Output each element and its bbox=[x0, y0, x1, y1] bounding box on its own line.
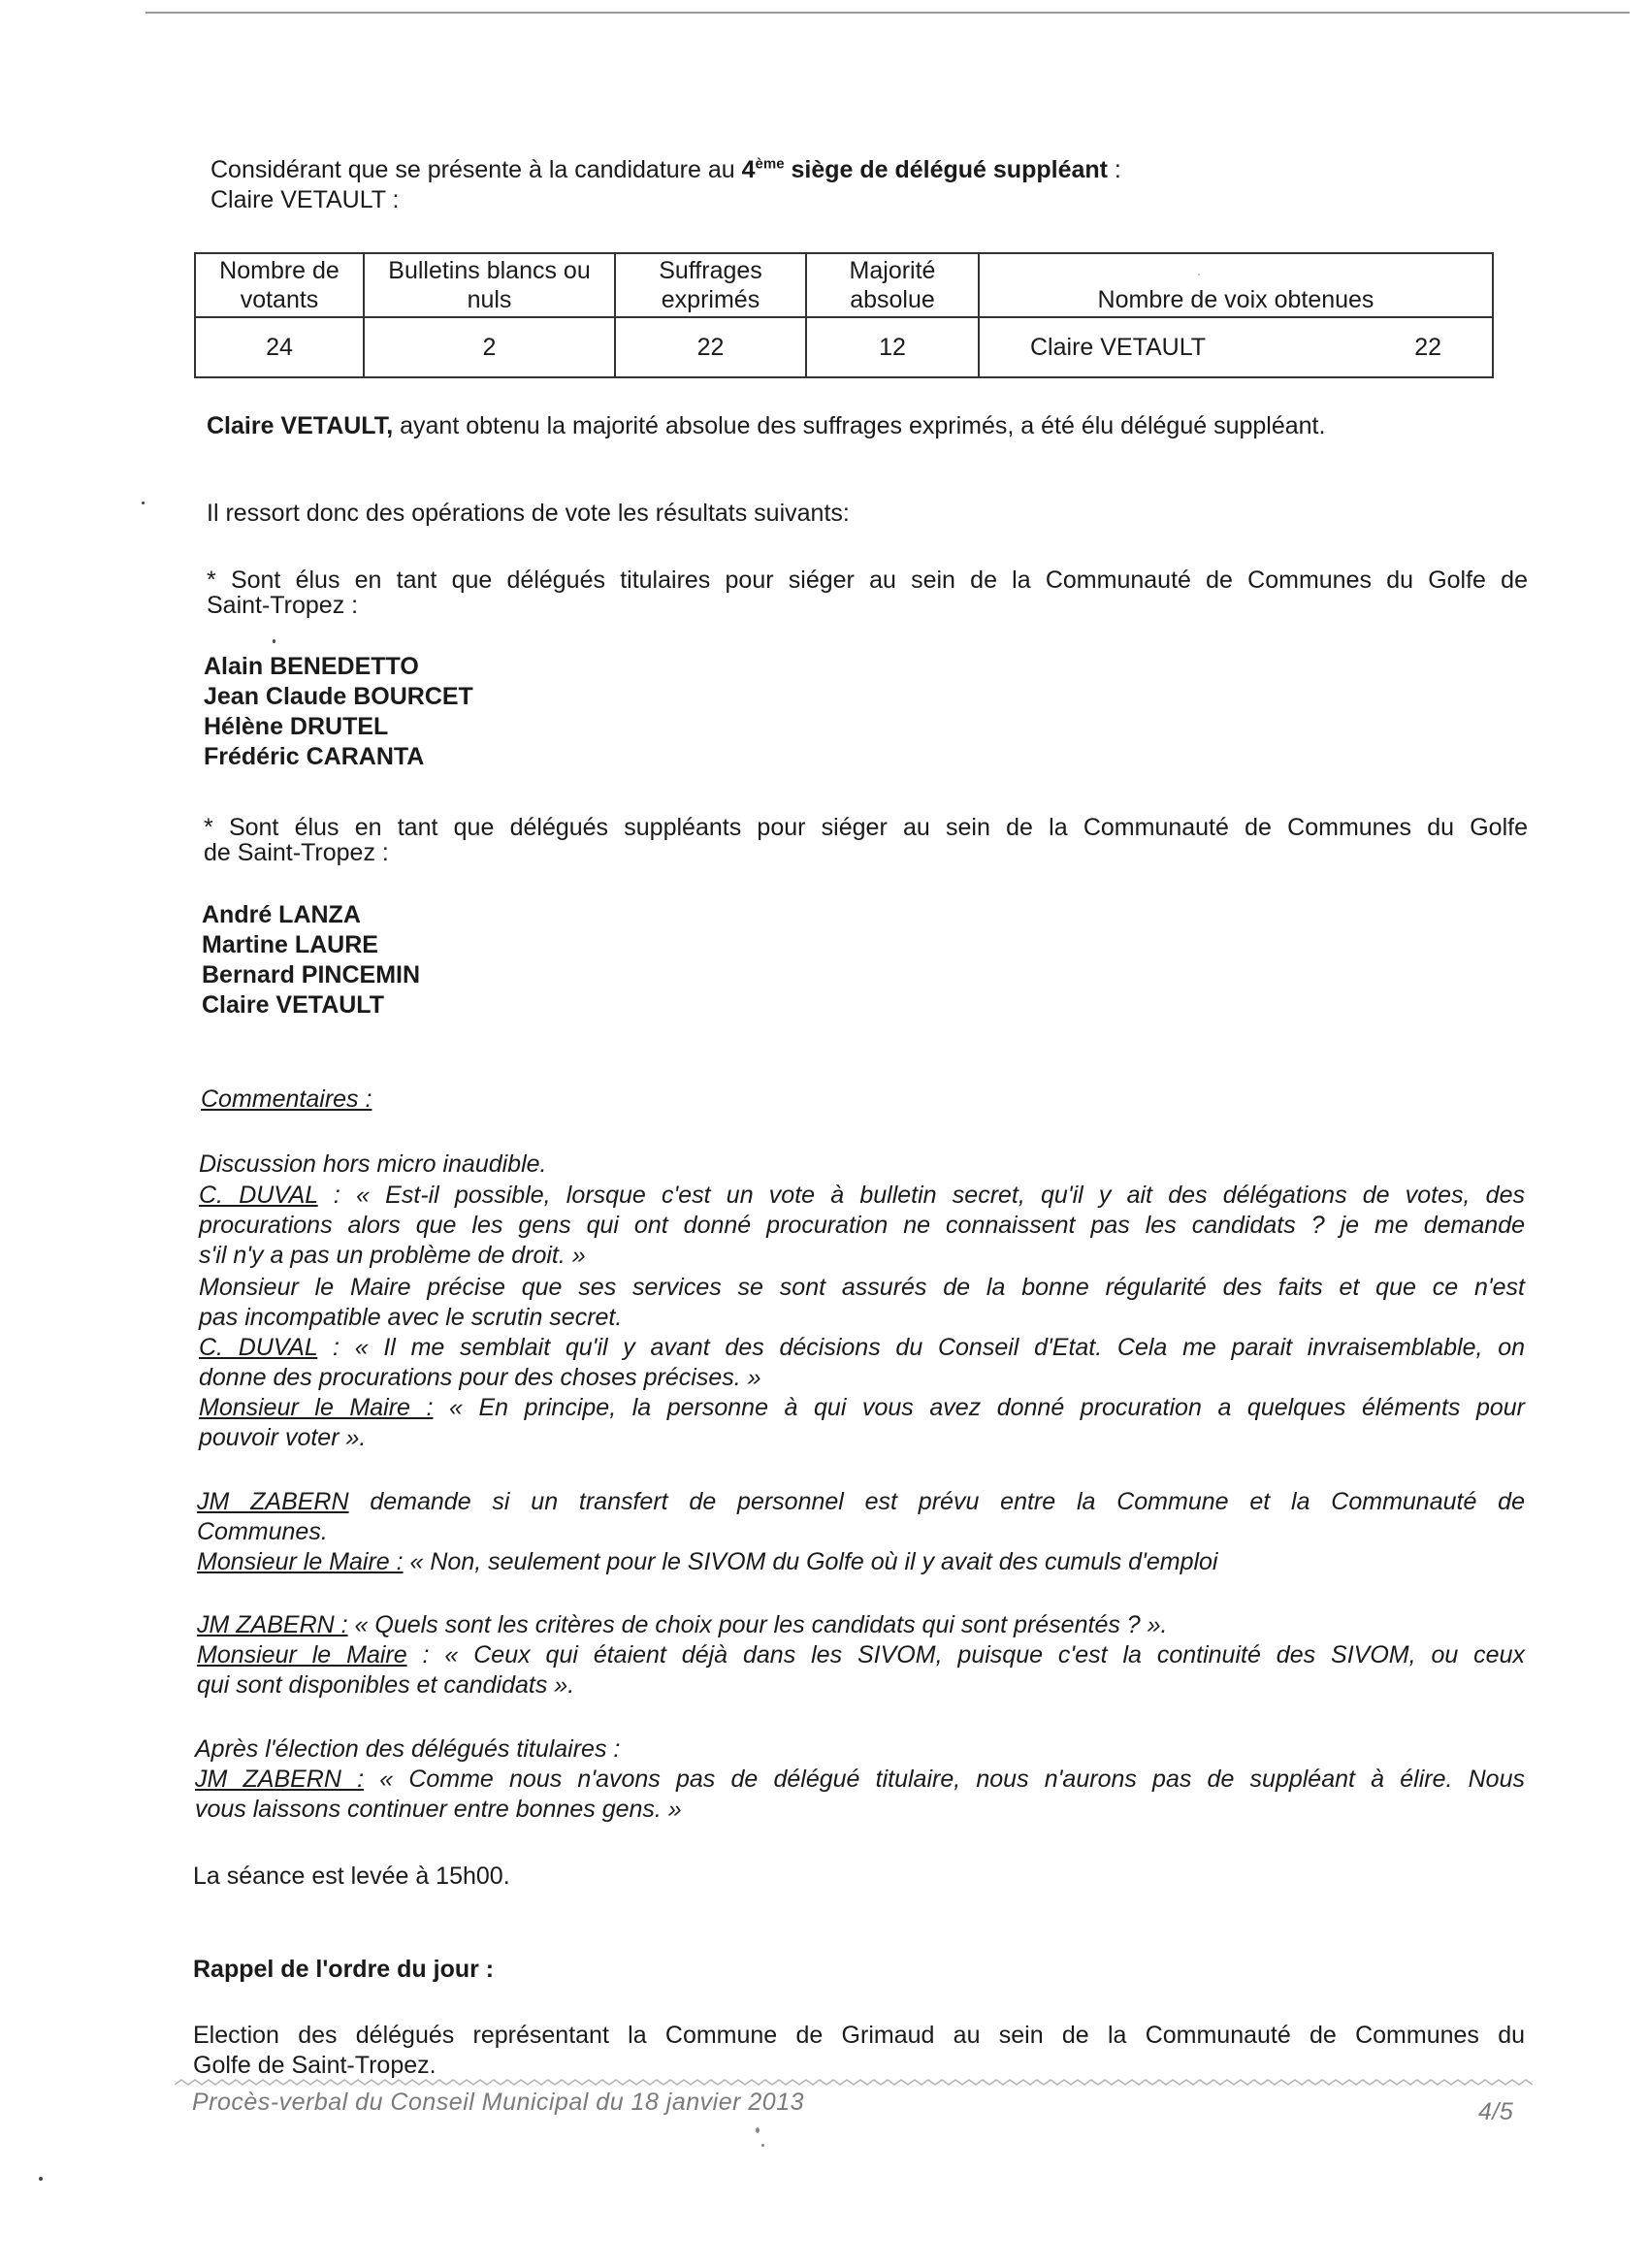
footer-page-number: 4/5 bbox=[1478, 2098, 1514, 2125]
titulaires-line1: * Sont élus en tant que délégués titulaires pour siéger au sein de la Communauté de Communes du Golfe de bbox=[207, 567, 1528, 594]
titulaires-line2: Saint-Tropez : bbox=[207, 592, 359, 619]
value-absolute-majority: 12 bbox=[806, 317, 979, 377]
speck bbox=[761, 2144, 764, 2147]
value-votes-cast: 22 bbox=[615, 317, 806, 377]
comment-maire-3: Monsieur le Maire : « Non, seulement pour le SIVOM du Golfe où il y avait des cumuls d'emploi bbox=[197, 1548, 1218, 1575]
list-item: Hélène DRUTEL bbox=[204, 713, 389, 740]
vote-results-table bbox=[194, 252, 1494, 378]
header-voters: Nombre de votants bbox=[195, 253, 364, 317]
comment-discussion: Discussion hors micro inaudible. bbox=[199, 1150, 547, 1178]
suppleants-line1: * Sont élus en tant que délégués suppléants pour siéger au sein de la Communauté de Communes du Golfe bbox=[204, 814, 1528, 841]
comment-zabern-2: JM ZABERN : « Quels sont les critères de choix pour les candidats qui sont présentés ? ». bbox=[197, 1611, 1168, 1638]
summary-intro: Il ressort donc des opérations de vote les résultats suivants: bbox=[207, 500, 850, 527]
header-absolute-majority: Majorité absolue bbox=[806, 253, 979, 317]
speck bbox=[39, 2177, 43, 2181]
speck bbox=[273, 639, 275, 643]
list-item: André LANZA bbox=[202, 901, 361, 928]
candidate-votes: 22 bbox=[1414, 334, 1441, 361]
result-sentence: Claire VETAULT, ayant obtenu la majorité absolue des suffrages exprimés, a été élu délégué suppléant. bbox=[207, 412, 1326, 439]
header-votes-cast: Suffrages exprimés bbox=[615, 253, 806, 317]
table-row bbox=[195, 317, 1493, 377]
comment-duval-1: C. DUVAL : « Est-il possible, lorsque c'est un vote à bulletin secret, qu'il y ait des délégations de votes, des procurations alors que les gens qui ont donné procuration ne connaissent pas les candidats ? je me demande s'il n'y a pas un problème de droit. » bbox=[199, 1182, 1525, 1269]
candidate-line: Claire VETAULT : bbox=[210, 186, 400, 213]
candidate-name: Claire VETAULT bbox=[1030, 334, 1207, 361]
comments-heading: Commentaires : bbox=[201, 1085, 372, 1113]
list-item: Martine LAURE bbox=[202, 931, 378, 958]
intro-line: Considérant que se présente à la candidature au 4ème siège de délégué suppléant : bbox=[210, 155, 1121, 183]
speck bbox=[142, 502, 145, 504]
footer-wavy-rule bbox=[175, 2079, 1533, 2087]
value-votes-obtained bbox=[979, 317, 1493, 377]
value-blank-ballots: 2 bbox=[364, 317, 615, 377]
footer-title: Procès-verbal du Conseil Municipal du 18 janvier 2013 bbox=[192, 2089, 805, 2116]
list-item: Jean Claude BOURCET bbox=[204, 683, 473, 710]
closing-line: La séance est levée à 15h00. bbox=[193, 1863, 510, 1890]
comment-maire-1: Monsieur le Maire précise que ses services se sont assurés de la bonne régularité des faits et que ce n'est pas incompatible avec le scrutin secret. bbox=[199, 1274, 1525, 1331]
table-header-row bbox=[195, 253, 1493, 317]
list-item: Claire VETAULT bbox=[202, 991, 384, 1019]
comment-maire-2: Monsieur le Maire : « En principe, la personne à qui vous avez donné procuration a quelques éléments pour pouvoir voter ». bbox=[199, 1394, 1526, 1451]
comment-zabern-1: JM ZABERN demande si un transfert de personnel est prévu entre la Commune et la Communauté de Communes. bbox=[197, 1488, 1525, 1545]
list-item: Alain BENEDETTO bbox=[204, 653, 419, 680]
suppleants-line2: de Saint-Tropez : bbox=[204, 839, 389, 866]
comment-maire-4: Monsieur le Maire : « Ceux qui étaient déjà dans les SIVOM, puisque c'est la continuité des SIVOM, ou ceux qui sont disponibles et candidats ». bbox=[197, 1641, 1525, 1699]
header-blank-ballots: Bulletins blancs ou nuls bbox=[364, 253, 615, 317]
top-scan-edge bbox=[146, 12, 1630, 14]
speck bbox=[1198, 274, 1200, 275]
list-item: Frédéric CARANTA bbox=[204, 743, 425, 770]
value-voters: 24 bbox=[195, 317, 364, 377]
rappel-heading: Rappel de l'ordre du jour : bbox=[193, 1956, 495, 1983]
rappel-text: Election des délégués représentant la Commune de Grimaud au sein de la Communauté de Communes du Golfe de Saint-Tropez. bbox=[193, 2022, 1525, 2079]
comment-zabern-3: Après l'élection des délégués titulaires : JM ZABERN : « Comme nous n'avons pas de délégué titulaire, nous n'aurons pas de suppléant à élire. Nous vous laissons continuer entre bonnes gens. » bbox=[195, 1735, 1525, 1823]
header-votes-obtained: Nombre de voix obtenues bbox=[979, 253, 1493, 317]
speck bbox=[756, 2127, 760, 2133]
comment-duval-2: C. DUVAL : « Il me semblait qu'il y avant des décisions du Conseil d'Etat. Cela me parait invraisemblable, on donne des procurations pour des choses précises. » bbox=[199, 1334, 1525, 1391]
suppleants-list bbox=[202, 900, 420, 1021]
list-item: Bernard PINCEMIN bbox=[202, 961, 421, 988]
titulaires-list bbox=[204, 652, 473, 772]
